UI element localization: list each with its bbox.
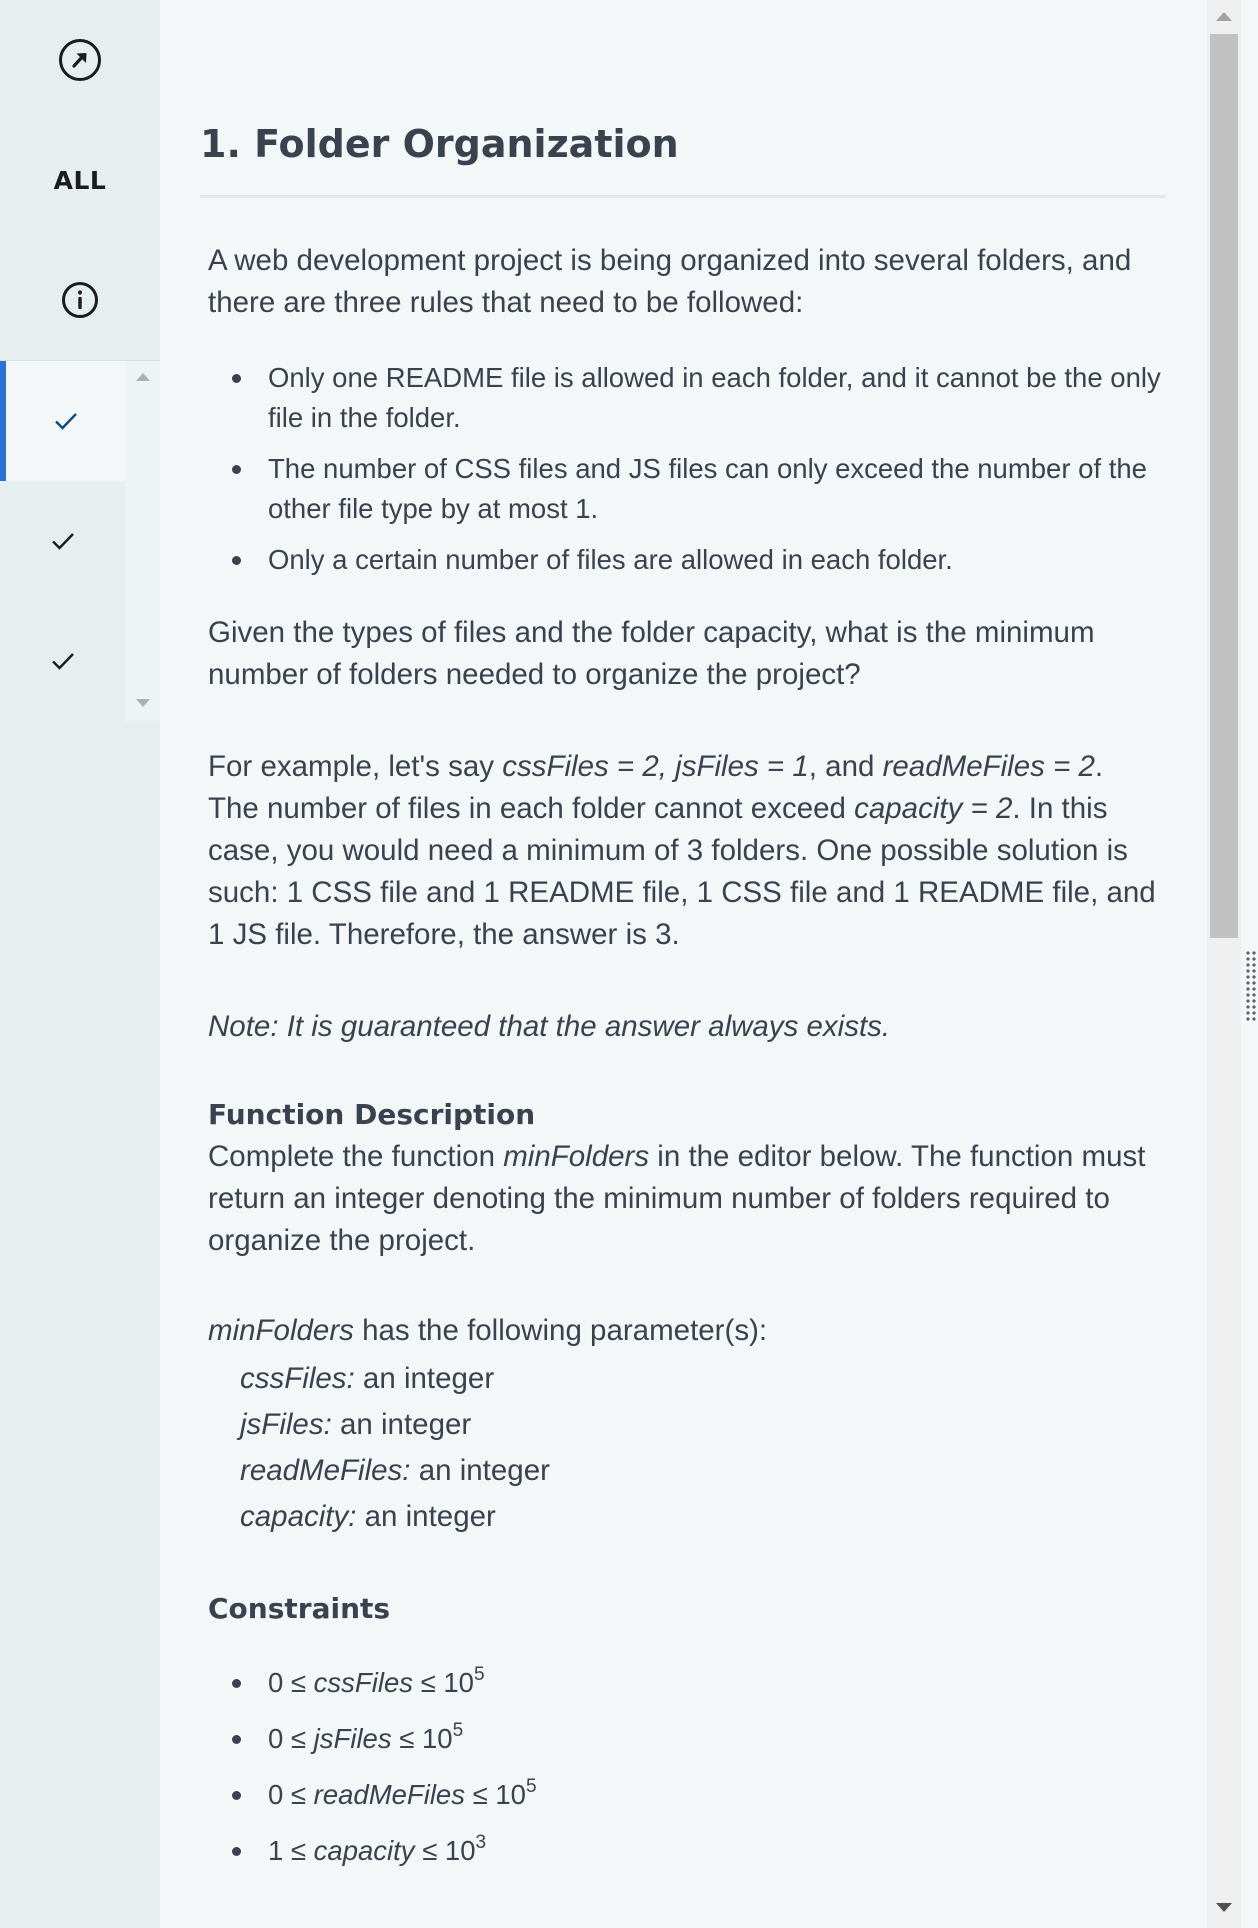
problem-statement	[160, 0, 1207, 1928]
constraint-exponent: 5	[452, 1720, 464, 1741]
intro-paragraph: A web development project is being organized into several folders, and there are three rules that need to be followed:	[208, 244, 1132, 319]
scroll-up-arrow-icon[interactable]	[1216, 12, 1232, 21]
content-scrollbar[interactable]	[1207, 0, 1258, 1928]
list-item: Only a certain number of files are allowed in each folder.	[268, 540, 1168, 580]
example-text: , and	[808, 750, 883, 783]
constraint-text: ≤ 10	[391, 1723, 453, 1754]
question-list	[0, 361, 160, 721]
all-questions-button[interactable]	[0, 120, 160, 240]
function-description-heading: Function Description	[208, 1098, 536, 1131]
function-name: minFolders	[503, 1140, 650, 1173]
question-item-3[interactable]	[0, 601, 125, 721]
constraint-text: 0 ≤	[268, 1779, 314, 1810]
constraint-var: jsFiles	[313, 1723, 392, 1754]
params-intro	[208, 1310, 1158, 1352]
constraint-exponent: 5	[525, 1776, 537, 1797]
param-name: cssFiles:	[240, 1362, 355, 1395]
info-button[interactable]	[0, 240, 160, 360]
list-item	[268, 1828, 968, 1884]
check-icon	[51, 651, 75, 671]
example-var: readMeFiles = 2	[882, 750, 1095, 783]
param-desc: an integer	[410, 1454, 550, 1487]
title-divider	[200, 195, 1166, 198]
param-desc: an integer	[354, 1362, 495, 1395]
constraint-exponent: 5	[473, 1664, 485, 1685]
question-paragraph: Given the types of files and the folder capacity, what is the minimum number of folders needed to organize the project?	[208, 616, 1095, 691]
param-desc: an integer	[356, 1500, 496, 1533]
param-name: capacity:	[240, 1500, 357, 1533]
rules-list	[268, 358, 1168, 591]
constraint-var: cssFiles	[313, 1667, 413, 1698]
function-desc-text: Complete the function	[208, 1140, 504, 1173]
question-item-1[interactable]	[0, 361, 125, 481]
all-label: ALL	[53, 165, 107, 195]
constraint-text: ≤ 10	[412, 1667, 474, 1698]
parameter-item	[240, 1356, 550, 1402]
scroll-down-arrow-icon[interactable]	[1216, 1903, 1232, 1912]
note-paragraph: Note: It is guaranteed that the answer always exists.	[208, 1010, 891, 1043]
list-item: The number of CSS files and JS files can only exceed the number of the other file type by at most 1.	[268, 449, 1168, 529]
scroll-down-arrow-icon[interactable]	[136, 699, 150, 707]
scrollbar-thumb[interactable]	[1210, 34, 1238, 938]
parameter-item	[240, 1402, 550, 1448]
parameter-list	[240, 1356, 550, 1540]
info-icon	[61, 281, 99, 319]
example-var: capacity = 2	[854, 792, 1013, 825]
sidebar-top-panel	[0, 0, 160, 361]
example-text: . The number of files in each folder cannot exceed	[208, 750, 1104, 825]
expand-button[interactable]	[0, 0, 160, 120]
function-name: minFolders	[208, 1314, 354, 1347]
example-text: . In this case, you would need a minimum of 3 folders. One possible solution is such: 1 CSS file and 1 README file, 1 CSS file and 1 README file, and 1 JS file. Therefore, the answer is 3.	[208, 792, 1156, 951]
constraint-text: ≤ 10	[414, 1835, 476, 1866]
function-description	[208, 1136, 1158, 1262]
constraints-list	[268, 1660, 968, 1884]
constraint-text: ≤ 10	[464, 1779, 526, 1810]
scroll-up-arrow-icon[interactable]	[136, 373, 150, 381]
list-item	[268, 1660, 968, 1716]
constraint-text: 0 ≤	[268, 1667, 314, 1698]
question-item-2[interactable]	[0, 481, 125, 601]
example-paragraph	[208, 746, 1158, 956]
param-name: jsFiles:	[240, 1408, 332, 1441]
constraint-exponent: 3	[475, 1832, 487, 1853]
constraint-var: capacity	[313, 1835, 415, 1866]
constraint-var: readMeFiles	[313, 1779, 465, 1810]
parameter-item	[240, 1448, 550, 1494]
params-intro-text: has the following parameter(s):	[353, 1314, 768, 1347]
param-desc: an integer	[331, 1408, 472, 1441]
question-sidebar	[0, 0, 160, 1928]
function-desc-text: in the editor below. The function must return an integer denoting the minimum number of folders required to organize the project.	[208, 1140, 1146, 1257]
panel-resize-handle[interactable]	[1245, 950, 1258, 1022]
example-text: For example, let's say	[208, 750, 503, 783]
check-icon	[51, 531, 75, 551]
page-title: 1. Folder Organization	[200, 122, 679, 166]
constraints-heading: Constraints	[208, 1592, 391, 1625]
list-item	[268, 1772, 968, 1828]
check-icon	[54, 411, 78, 431]
list-item: Only one README file is allowed in each folder, and it cannot be the only file in the folder.	[268, 358, 1168, 438]
expand-arrow-icon	[58, 38, 102, 82]
list-item	[268, 1716, 968, 1772]
example-var: cssFiles = 2, jsFiles = 1	[502, 750, 809, 783]
constraint-text: 0 ≤	[268, 1723, 314, 1754]
constraint-text: 1 ≤	[268, 1835, 314, 1866]
question-list-scrollbar[interactable]	[125, 361, 160, 721]
parameter-item	[240, 1494, 550, 1540]
param-name: readMeFiles:	[240, 1454, 411, 1487]
